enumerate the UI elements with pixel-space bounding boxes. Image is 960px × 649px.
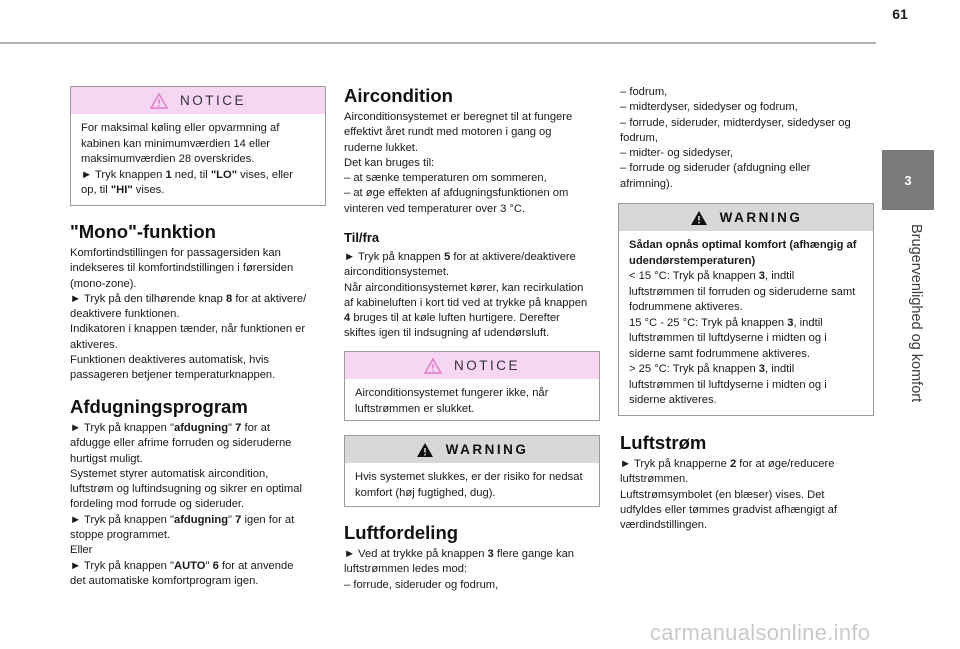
text-line: luftstrømmen til luftdyserne i midten og i	[629, 378, 827, 391]
text-line: siderne samt fodrummene aktiveres.	[629, 347, 810, 360]
text-line: aktiveres.	[70, 338, 118, 351]
text-line: ► Tryk på knappen 5 for at aktivere/deaktivere	[344, 251, 576, 263]
warning-label: WARNING	[445, 442, 529, 457]
text-line: fodrummene aktiveres.	[629, 301, 743, 313]
text-line: maksimumværdien 28 overskrides.	[81, 153, 255, 165]
text-line: Hvis systemet slukkes, er der risiko for nedsat	[355, 471, 583, 483]
warning-box-comfort	[344, 435, 600, 507]
chapter-title: Brugervenlighed og komfort	[908, 224, 924, 403]
text-line: ► Tryk på knapperne 2 for at øge/reducere	[620, 458, 835, 470]
notice-text	[71, 114, 325, 207]
text-line: Det kan bruges til:	[344, 156, 435, 169]
mono-heading: "Mono"-funktion	[70, 221, 216, 242]
text-line: – fodrum,	[620, 86, 668, 98]
mono-text	[70, 246, 328, 384]
text-line: ► Tryk på knappen "AUTO" 6 for at anvende	[70, 559, 294, 572]
text-line: luftstrømmen ledes mod:	[344, 563, 468, 576]
text-line: fodrum,	[620, 131, 658, 144]
text-line: luftstrømmen.	[620, 473, 689, 486]
text-line: 15 °C - 25 °C: Tryk på knappen 3, indtil	[629, 316, 823, 329]
warning-text	[345, 463, 599, 509]
text-line: – midterdyser, sidedyser og fodrum,	[620, 101, 798, 114]
watermark: carmanualsonline.info	[650, 620, 871, 645]
warning-icon	[690, 210, 708, 226]
text-line: < 15 °C: Tryk på knappen 3, indtil	[629, 270, 795, 282]
airflow-heading: Luftstrøm	[620, 432, 707, 453]
text-line: – forrude, sideruder, midterdyser, sidedyser og	[620, 116, 851, 129]
text-line: stoppe programmet.	[70, 529, 171, 542]
text-line: af kabineluften i kort tid ved at trykke på knappen	[344, 296, 588, 309]
text-line: – at øge effekten af afdugningsfunktionen om	[344, 187, 569, 200]
warning-label: WARNING	[719, 210, 803, 225]
text-line: op, til "HI" vises.	[81, 184, 165, 196]
text-line: passageren betjener temperaturknappen.	[70, 369, 276, 382]
warning-icon	[416, 442, 434, 458]
text-line: hurtigst muligt.	[70, 452, 143, 465]
text-line: Eller	[70, 544, 93, 557]
text-line: deaktivere funktionen.	[70, 308, 180, 321]
text-line: airconditionsystemet.	[344, 266, 450, 279]
text-line: fordeling mod forrude og sideruder.	[70, 498, 245, 511]
distribution-list	[620, 85, 878, 192]
text-line: Indikatoren i knappen tænder, når funktionen er	[70, 323, 306, 336]
text-line: 4 bruges til at køle luften hurtigere. Derefter	[344, 312, 560, 325]
text-line: ► Ved at trykke på knappen 3 flere gange kan	[344, 548, 575, 560]
text-line: > 25 °C: Tryk på knappen 3, indtil	[629, 363, 795, 375]
text-line: – midter- og sidedyser,	[620, 147, 734, 160]
distribution-text	[344, 547, 602, 593]
text-line: Sådan opnås optimal komfort (afhængig af	[629, 239, 857, 251]
text-line: Komfortindstillingen for passagersiden kan	[70, 247, 281, 259]
onoff-text	[344, 250, 602, 342]
text-line: skiftes igen til indsugning af udendørsluft.	[344, 327, 550, 340]
text-line: ► Tryk på knappen "afdugning" 7 igen for at	[70, 513, 295, 526]
text-line: luftstrøm og luftindsugning og sikrer en optimal	[70, 483, 302, 496]
warning-box-optimal	[618, 203, 874, 416]
text-line: afdugge eller afrime forruden og sideruderne	[70, 437, 292, 450]
text-line: luftstrømmen til luftdyserne i midten og i	[629, 332, 827, 344]
text-line: kabinen kan minimumværdien 14 eller	[81, 137, 271, 150]
text-line: værdindstillingen.	[620, 519, 708, 532]
distribution-heading: Luftfordeling	[344, 522, 459, 543]
text-line: ► Tryk på knappen "afdugning" 7 for at	[70, 422, 270, 434]
chapter-tab[interactable]: 3	[882, 150, 934, 210]
text-line: Funktionen deaktiveres automatisk, hvis	[70, 354, 269, 367]
notice-label: NOTICE	[179, 93, 246, 108]
text-line: effektivt året rundt med motoren i gang og	[344, 126, 552, 139]
text-line: (mono-zone).	[70, 277, 137, 290]
text-line: vinteren ved temperaturer over 3 °C.	[344, 202, 526, 215]
text-line: ruderne lukket.	[344, 141, 419, 154]
text-line: luftstrømmen er slukket.	[355, 402, 475, 415]
text-line: Airconditionsystemet fungerer ikke, når	[355, 387, 549, 399]
warning-text	[619, 231, 873, 417]
text-line: For maksimal køling eller opvarmning af	[81, 122, 280, 134]
text-line: – at sænke temperaturen om sommeren,	[344, 172, 547, 185]
page-number: 61	[892, 6, 908, 22]
text-line: udfyldes eller tømmes gradvist afhængigt af	[620, 503, 838, 516]
top-divider	[0, 42, 876, 44]
text-line: udendørstemperaturen)	[629, 254, 756, 267]
notice-icon	[150, 93, 168, 109]
aircon-text	[344, 110, 602, 217]
notice-label: NOTICE	[453, 358, 520, 373]
text-line: komfort (høj fugtighed, dug).	[355, 486, 496, 499]
text-line: Når airconditionsystemet kører, kan recirkulation	[344, 281, 584, 294]
text-line: luftstrømmen til forruden og sideruderne samt	[629, 285, 856, 298]
text-line: ► Tryk på den tilhørende knap 8 for at aktivere/	[70, 292, 307, 305]
aircon-heading: Aircondition	[344, 85, 453, 106]
notice-box-maxtemp	[70, 86, 326, 206]
text-line: – forrude og sideruder (afdugning eller	[620, 162, 811, 175]
text-line: Systemet styrer automatisk aircondition,	[70, 467, 269, 480]
text-line: Airconditionsystemet er beregnet til at fungere	[344, 111, 573, 123]
text-line: Luftstrømsymbolet (en blæser) vises. Det	[620, 488, 825, 501]
notice-icon	[424, 358, 442, 374]
defog-heading: Afdugningsprogram	[70, 396, 248, 417]
text-line: – forrude, sideruder og fodrum,	[344, 578, 499, 591]
text-line: det automatiske komfortprogram igen.	[70, 574, 259, 587]
text-line: afrimning).	[620, 177, 673, 190]
text-line: siderne aktiveres.	[629, 394, 717, 406]
notice-box-aircon	[344, 351, 600, 421]
airflow-text	[620, 457, 878, 533]
defog-text	[70, 421, 328, 589]
text-line: ► Tryk knappen 1 ned, til "LO" vises, eller	[81, 168, 293, 181]
notice-text	[345, 379, 599, 425]
onoff-heading: Til/fra	[344, 230, 380, 245]
text-line: indekseres til komfortindstillingen i førersiden	[70, 262, 294, 275]
